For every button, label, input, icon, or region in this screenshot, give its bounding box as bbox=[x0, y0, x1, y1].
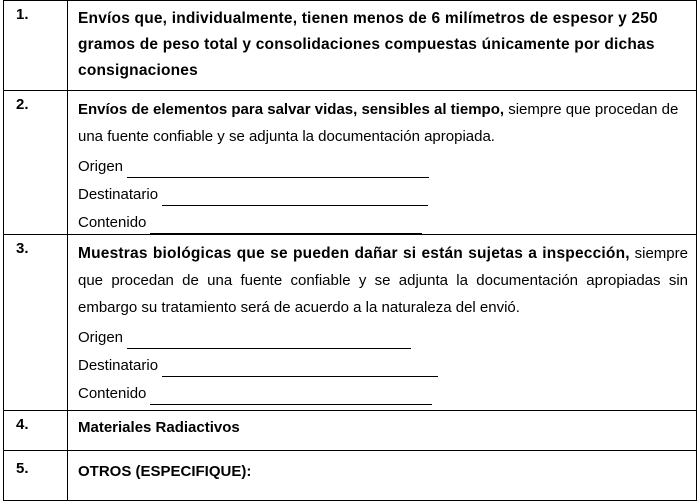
contents-blank-line[interactable] bbox=[150, 387, 432, 405]
row-description bbox=[78, 96, 688, 150]
contents-field[interactable] bbox=[78, 206, 688, 234]
contents-field[interactable] bbox=[78, 377, 688, 405]
row-description bbox=[78, 240, 688, 321]
row-number: 4. bbox=[4, 411, 68, 451]
row-title: Envíos de elementos para salvar vidas, sensibles al tiempo, bbox=[78, 101, 505, 118]
recipient-field[interactable] bbox=[78, 349, 688, 377]
table-row bbox=[4, 235, 697, 411]
row-title: Muestras biológicas que se pueden dañar si están sujetas a inspección, bbox=[78, 245, 630, 262]
origin-blank-line[interactable] bbox=[127, 160, 429, 178]
field-label: Destinatario bbox=[78, 357, 159, 374]
row-content bbox=[68, 411, 697, 451]
origin-field[interactable] bbox=[78, 321, 688, 349]
contents-blank-line[interactable] bbox=[150, 216, 422, 234]
table-row bbox=[4, 451, 697, 501]
row-title: Envíos que, individualmente, tienen menos de 6 milímetros de espesor y 250 gramos de peso total y consolidaciones compuestas únicamente por dichas consignaciones bbox=[78, 10, 658, 79]
field-label: Contenido bbox=[78, 214, 147, 231]
row-content bbox=[68, 451, 697, 501]
field-label: Contenido bbox=[78, 385, 147, 402]
recipient-blank-line[interactable] bbox=[162, 359, 438, 377]
origin-field[interactable] bbox=[78, 150, 688, 178]
row-number: 1. bbox=[4, 1, 68, 91]
row-content bbox=[68, 235, 697, 411]
row-content bbox=[68, 1, 697, 91]
table-row bbox=[4, 91, 697, 235]
recipient-blank-line[interactable] bbox=[162, 188, 428, 206]
table-row bbox=[4, 411, 697, 451]
origin-blank-line[interactable] bbox=[127, 331, 411, 349]
field-label: Origen bbox=[78, 158, 124, 175]
field-label: Destinatario bbox=[78, 186, 159, 203]
row-title: OTROS (ESPECIFIQUE): bbox=[78, 463, 252, 480]
row-text: siempre que procedan de una fuente confiable y se adjunta la documentación apropiada. bbox=[78, 101, 679, 145]
field-label: Origen bbox=[78, 329, 124, 346]
row-title: Materiales Radiactivos bbox=[78, 419, 240, 436]
row-content bbox=[68, 91, 697, 235]
row-number: 3. bbox=[4, 235, 68, 411]
row-number: 2. bbox=[4, 91, 68, 235]
table-row bbox=[4, 1, 697, 91]
recipient-field[interactable] bbox=[78, 178, 688, 206]
row-number: 5. bbox=[4, 451, 68, 501]
shipment-categories-table bbox=[3, 0, 697, 501]
row-text: siempre que procedan de una fuente confiable y se adjunta la documentación apropiadas sin embargo su tratamiento será de acuerdo a la naturaleza del envió. bbox=[78, 245, 688, 316]
